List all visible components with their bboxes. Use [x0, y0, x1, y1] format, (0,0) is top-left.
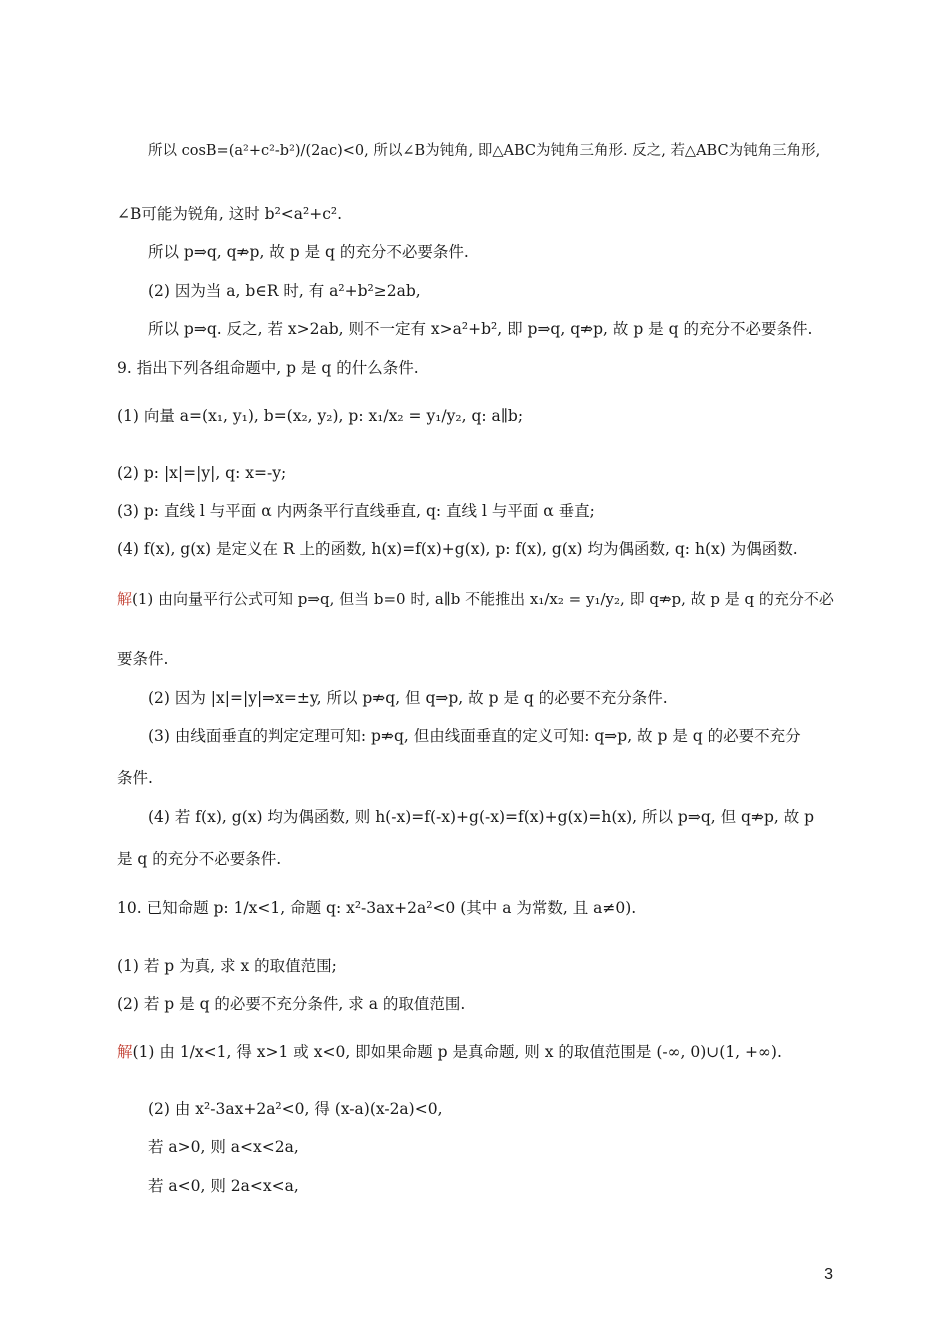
text-line: 若 a>0, 则 a<x<2a, [148, 1138, 299, 1156]
text-line: 是 q 的充分不必要条件. [117, 850, 282, 868]
solution-marker: 解 [117, 1043, 133, 1061]
question-9-title: 9. 指出下列各组命题中, p 是 q 的什么条件. [117, 359, 419, 377]
solution-text: (1) 由向量平行公式可知 p⇒q, 但当 b=0 时, a∥b 不能推出 x₁/x₂ = y₁/y₂, 即 q⇏p, 故 p 是 q 的充分不必 [132, 590, 834, 608]
text-line: 若 a<0, 则 2a<x<a, [148, 1177, 299, 1195]
solution-line [117, 1041, 782, 1063]
question-10-title: 10. 已知命题 p: 1/x<1, 命题 q: x²-3ax+2a²<0 (其中 a 为常数, 且 a≠0). [117, 899, 637, 917]
text-line: (3) 由线面垂直的判定定理可知: p⇏q, 但由线面垂直的定义可知: q⇒p, 故 p 是 q 的必要不充分 [148, 727, 801, 745]
text-line: (1) 若 p 为真, 求 x 的取值范围; [117, 957, 337, 975]
text-line: 所以 p⇒q, q⇏p, 故 p 是 q 的充分不必要条件. [148, 243, 469, 261]
text-line: (2) 由 x²-3ax+2a²<0, 得 (x-a)(x-2a)<0, [148, 1100, 443, 1118]
text-line: 所以 p⇒q. 反之, 若 x>2ab, 则不一定有 x>a²+b², 即 p⇒q, q⇏p, 故 p 是 q 的充分不必要条件. [148, 320, 813, 338]
text-line: (2) 若 p 是 q 的必要不充分条件, 求 a 的取值范围. [117, 995, 466, 1013]
text-line: (3) p: 直线 l 与平面 α 内两条平行直线垂直, q: 直线 l 与平面 α 垂直; [117, 502, 595, 520]
solution-marker: 解 [117, 590, 133, 608]
text-line: 条件. [117, 769, 153, 787]
text-line: (4) f(x), g(x) 是定义在 R 上的函数, h(x)=f(x)+g(x), p: f(x), g(x) 均为偶函数, q: h(x) 为偶函数. [117, 540, 798, 558]
page-number: 3 [824, 1266, 833, 1283]
text-line: ∠B可能为锐角, 这时 b²<a²+c². [117, 205, 343, 223]
solution-line [117, 588, 834, 610]
text-line: 所以 cosB=(a²+c²-b²)/(2ac)<0, 所以∠B为钝角, 即△ABC为钝角三角形. 反之, 若△ABC为钝角三角形, [148, 143, 821, 159]
text-line: (2) p: |x|=|y|, q: x=-y; [117, 464, 287, 482]
text-line: 要条件. [117, 650, 169, 668]
text-line: (4) 若 f(x), g(x) 均为偶函数, 则 h(-x)=f(-x)+g(-x)=f(x)+g(x)=h(x), 所以 p⇒q, 但 q⇏p, 故 p [148, 808, 815, 826]
text-line: (2) 因为当 a, b∈R 时, 有 a²+b²≥2ab, [148, 282, 421, 300]
text-line: (1) 向量 a=(x₁, y₁), b=(x₂, y₂), p: x₁/x₂ = y₁/y₂, q: a∥b; [117, 407, 524, 425]
text-line: (2) 因为 |x|=|y|⇒x=±y, 所以 p⇏q, 但 q⇒p, 故 p 是 q 的必要不充分条件. [148, 689, 668, 707]
solution-text: (1) 由 1/x<1, 得 x>1 或 x<0, 即如果命题 p 是真命题, 则 x 的取值范围是 (-∞, 0)∪(1, +∞). [132, 1043, 782, 1061]
